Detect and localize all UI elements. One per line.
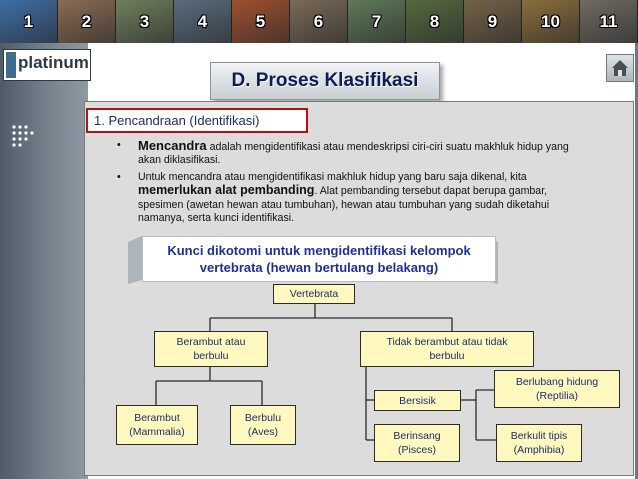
node-mammalia (116, 405, 198, 445)
node-tidak-berambut (360, 331, 534, 367)
slide-number: 2 (81, 12, 92, 31)
term-mencandra: Mencandra (138, 138, 207, 153)
bullet-text: Untuk mencandra atau mengidentifikasi makhluk hidup yang baru saja dikenal, kita (138, 170, 527, 183)
key-heading-line1: Kunci dikotomi untuk mengidentifikasi kelompok (167, 243, 471, 258)
slide-number: 10 (541, 12, 560, 31)
node-bersisik (374, 390, 461, 411)
node-pisces (374, 424, 460, 462)
slide-number: 7 (371, 12, 382, 31)
key-heading-line2: vertebrata (hewan bertulang belakang) (199, 260, 439, 275)
slide-number: 3 (139, 12, 150, 31)
node-label-line1: Berlubang hidung (515, 376, 599, 388)
node-aves (230, 405, 296, 445)
slide-title: D. Proses Klasifikasi (231, 70, 419, 91)
bullet-dot: • (117, 170, 121, 183)
bullet-dot: • (117, 139, 121, 151)
node-label-line1: Berambut atau (176, 336, 246, 348)
node-reptilia (494, 370, 620, 408)
bullet-text: . Alat pembanding tersebut dapat berupa gambar, spesimen (awetan hewan atau tumbuhan), hewan atau tumbuhan yang sudah diketahui namanya, serta kunci identifikasi. (138, 185, 550, 225)
logo-text: platinum (18, 53, 89, 72)
node-amphibia (496, 424, 582, 462)
node-label-line1: Berbulu (244, 412, 282, 424)
node-label: Vertebrata (289, 288, 339, 300)
node-label-line1: Berambut (134, 412, 180, 424)
node-label-line1: Berkulit tipis (510, 430, 568, 442)
slide-number: 4 (197, 12, 208, 31)
node-label-line1: Tidak berambut atau tidak (386, 336, 508, 348)
node-label-line2: (Aves) (247, 426, 279, 438)
node-label-line2: (Amphibia) (513, 444, 565, 456)
node-label: Bersisik (399, 394, 436, 407)
slide-number: 9 (487, 12, 498, 31)
node-vertebrata (273, 284, 355, 304)
slide-number: 11 (599, 12, 618, 31)
slide-number: 1 (23, 12, 34, 31)
slide-number: 5 (255, 12, 266, 31)
node-berambut-atau-berbulu (154, 331, 268, 367)
section-heading: 1. Pencandraan (Identifikasi) (86, 108, 308, 133)
bullet-text: adalah mengidentifikasi atau mendeskripsi ciri-ciri suatu makhluk hidup yang akan diklasifikasi. (138, 141, 569, 167)
node-label-line2: (Pisces) (398, 444, 436, 456)
node-label-line2: (Reptilia) (535, 390, 578, 402)
node-label-line1: Berinsang (393, 430, 441, 442)
slide-number: 8 (429, 12, 440, 31)
node-label-line2: berbulu (193, 350, 229, 362)
bullet-emphasis: memerlukan alat pembanding (138, 183, 315, 198)
node-label-line2: berbulu (429, 350, 465, 362)
slide-number: 6 (313, 12, 324, 31)
node-label-line2: (Mammalia) (129, 426, 185, 438)
